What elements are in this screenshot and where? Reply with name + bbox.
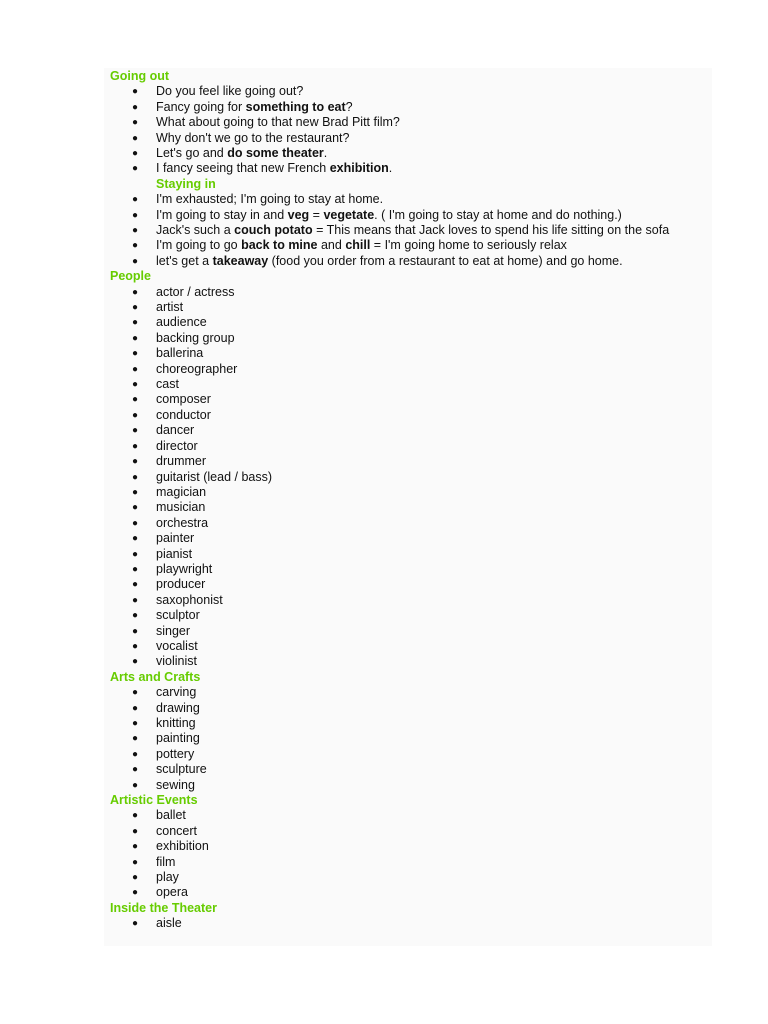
list-item — [110, 654, 710, 669]
list-item — [110, 778, 710, 793]
list-item — [110, 408, 710, 423]
item-text: aisle — [156, 916, 182, 931]
list-item — [110, 161, 710, 176]
bullet-icon: ● — [132, 225, 139, 237]
item-text: I'm exhausted; I'm going to stay at home. — [156, 192, 384, 207]
item-text: composer — [156, 392, 211, 407]
list-item — [110, 531, 710, 546]
list-item — [110, 454, 710, 469]
item-text: drummer — [156, 454, 207, 469]
bullet-icon: ● — [132, 687, 139, 699]
bullet-icon: ● — [132, 887, 139, 899]
bullet-icon: ● — [132, 332, 139, 344]
bullet-icon: ● — [132, 101, 139, 113]
bold-term: chill — [345, 238, 371, 253]
bullet-icon: ● — [132, 872, 139, 884]
item-text: sculptor — [156, 608, 200, 623]
bold-term: back to mine — [241, 238, 318, 253]
bullet-icon: ● — [132, 533, 139, 545]
list-item — [110, 839, 710, 854]
list-item — [110, 639, 710, 654]
item-text: knitting — [156, 716, 196, 730]
section-heading-arts-and-crafts: Arts and Crafts — [110, 669, 201, 684]
section-heading-people: People — [110, 269, 151, 284]
item-text: Fancy going for — [156, 99, 246, 114]
item-text: painter — [156, 531, 195, 546]
item-text: conductor — [156, 407, 211, 422]
bold-term: something to eat — [245, 99, 346, 114]
bullet-icon: ● — [132, 779, 139, 791]
bullet-icon: ● — [132, 379, 139, 391]
item-text: carving — [156, 685, 197, 700]
bullet-icon: ● — [132, 856, 139, 868]
item-text: = I'm going home to seriously relax — [370, 238, 567, 253]
list-item — [110, 115, 710, 130]
item-text: guitarist (lead / bass) — [156, 469, 273, 484]
list-item — [110, 701, 710, 716]
bullet-icon: ● — [132, 302, 139, 314]
item-text: What about going to that new Brad Pitt film? — [156, 115, 400, 130]
item-text: actor / actress — [156, 284, 235, 299]
item-text: violinist — [156, 654, 197, 669]
bullet-icon: ● — [132, 625, 139, 637]
bold-term: veg — [287, 207, 310, 222]
bullet-icon: ● — [132, 502, 139, 514]
bullet-icon: ● — [132, 656, 139, 668]
bold-term: takeaway — [212, 253, 269, 268]
item-text: play — [156, 870, 179, 885]
item-text: (food you order from a restaurant to eat at home) and go home. — [268, 253, 623, 268]
bullet-icon: ● — [132, 810, 139, 822]
bullet-icon: ● — [132, 718, 139, 729]
list-item — [110, 747, 710, 762]
list-item — [110, 916, 710, 931]
item-text: saxophonist — [156, 592, 223, 607]
item-text: pottery — [156, 746, 195, 761]
document-content — [110, 69, 710, 932]
item-text: dancer — [156, 423, 195, 438]
list-item — [110, 885, 710, 900]
bullet-icon: ● — [132, 425, 139, 437]
bullet-icon: ● — [132, 456, 139, 468]
list-going-out — [110, 84, 710, 176]
item-text: painting — [156, 731, 200, 746]
bullet-icon: ● — [132, 148, 139, 160]
section-heading-inside-the-theater: Inside the Theater — [110, 900, 217, 915]
list-item — [110, 855, 710, 870]
bullet-icon: ● — [132, 132, 139, 144]
list-item — [110, 685, 710, 700]
item-text: . — [323, 146, 328, 161]
item-text: backing group — [156, 330, 235, 345]
list-item — [110, 731, 710, 746]
bold-term: do some theater — [227, 146, 324, 161]
item-text: director — [156, 438, 198, 453]
document-page — [104, 68, 712, 946]
bullet-icon: ● — [132, 117, 139, 129]
list-item — [110, 500, 710, 515]
list-item — [110, 562, 710, 577]
bold-term: exhibition — [329, 161, 389, 176]
list-item — [110, 331, 710, 346]
item-text: ? — [345, 99, 353, 114]
section-heading-staying-in: Staying in — [156, 176, 216, 191]
bullet-icon: ● — [132, 594, 139, 606]
item-text: . ( I'm going to stay at home and do nothing.) — [374, 207, 622, 222]
list-item — [110, 470, 710, 485]
list-item — [110, 84, 710, 99]
item-text: I fancy seeing that new French — [156, 161, 330, 176]
item-text: audience — [156, 315, 207, 330]
list-item — [110, 146, 710, 161]
section-heading-going-out: Going out — [110, 69, 170, 83]
bullet-icon: ● — [132, 194, 139, 206]
bullet-icon: ● — [132, 348, 139, 360]
item-text: = — [309, 207, 324, 222]
list-item — [110, 516, 710, 531]
list-item — [110, 762, 710, 777]
bold-term: vegetate — [323, 207, 375, 222]
item-text: sewing — [156, 777, 195, 792]
bullet-icon: ● — [132, 563, 139, 575]
item-text: I'm going to stay in and — [156, 207, 288, 222]
bullet-icon: ● — [132, 86, 139, 98]
list-inside-the-theater — [110, 916, 710, 931]
bullet-icon: ● — [132, 517, 139, 529]
bullet-icon: ● — [132, 317, 139, 329]
bullet-icon: ● — [132, 255, 139, 267]
list-item — [110, 624, 710, 639]
item-text: singer — [156, 623, 191, 638]
item-text: Do you feel like going out? — [156, 84, 304, 99]
list-item — [110, 300, 710, 315]
bold-term: couch potato — [234, 223, 313, 238]
bullet-icon: ● — [132, 409, 139, 421]
list-item — [110, 608, 710, 623]
item-text: let's get a — [156, 253, 213, 268]
item-text: vocalist — [156, 638, 198, 653]
bullet-icon: ● — [132, 548, 139, 560]
list-arts-and-crafts — [110, 685, 710, 793]
item-text: drawing — [156, 700, 200, 715]
list-people — [110, 285, 710, 670]
list-item — [110, 485, 710, 500]
bullet-icon: ● — [132, 240, 139, 252]
item-text: Jack's such a — [156, 223, 235, 238]
list-item — [110, 285, 710, 300]
item-text: playwright — [156, 561, 213, 576]
list-item — [110, 315, 710, 330]
item-text: choreographer — [156, 361, 238, 376]
list-item — [110, 223, 710, 238]
list-staying-in — [110, 192, 710, 269]
item-text: I'm going to go — [156, 238, 242, 253]
bullet-icon: ● — [132, 579, 139, 591]
item-text: magician — [156, 484, 207, 499]
item-text: sculpture — [156, 762, 207, 777]
list-artistic-events — [110, 808, 710, 900]
list-item — [110, 208, 710, 223]
item-text: ballet — [156, 808, 186, 823]
section-heading-artistic-events: Artistic Events — [110, 793, 198, 808]
list-item — [110, 192, 710, 207]
item-text: ballerina — [156, 346, 204, 361]
list-item — [110, 870, 710, 885]
bullet-icon: ● — [132, 764, 139, 776]
item-text: exhibition — [156, 839, 209, 854]
bullet-icon: ● — [132, 733, 139, 745]
list-item — [110, 423, 710, 438]
bullet-icon: ● — [132, 286, 139, 298]
list-item — [110, 100, 710, 115]
item-text: orchestra — [156, 515, 209, 530]
item-text: and — [317, 238, 346, 253]
list-item — [110, 716, 710, 731]
list-item — [110, 377, 710, 392]
bullet-icon: ● — [132, 486, 139, 498]
item-text: pianist — [156, 546, 193, 561]
list-item — [110, 593, 710, 608]
list-item — [110, 131, 710, 146]
item-text: concert — [156, 823, 197, 838]
bullet-icon: ● — [132, 610, 139, 622]
item-text: artist — [156, 300, 184, 315]
list-item — [110, 824, 710, 839]
list-item — [110, 577, 710, 592]
list-item — [110, 439, 710, 454]
list-item — [110, 547, 710, 562]
bullet-icon: ● — [132, 918, 139, 930]
list-item — [110, 808, 710, 823]
item-text: Why don't we go to the restaurant? — [156, 130, 350, 145]
item-text: producer — [156, 577, 206, 592]
list-item — [110, 238, 710, 253]
item-text: cast — [156, 377, 179, 392]
bullet-icon: ● — [132, 640, 139, 652]
bullet-icon: ● — [132, 363, 139, 375]
bullet-icon: ● — [132, 825, 139, 837]
bullet-icon: ● — [132, 209, 139, 221]
bullet-icon: ● — [132, 748, 139, 760]
item-text: opera — [156, 885, 188, 900]
bullet-icon: ● — [132, 440, 139, 452]
bullet-icon: ● — [132, 702, 139, 714]
bullet-icon: ● — [132, 394, 139, 406]
item-text: = This means that Jack loves to spend his life sitting on the sofa — [312, 223, 670, 238]
bullet-icon: ● — [132, 841, 139, 853]
bullet-icon: ● — [132, 471, 139, 483]
bullet-icon: ● — [132, 163, 139, 175]
list-item — [110, 254, 710, 269]
list-item — [110, 346, 710, 361]
item-text: Let's go and — [156, 146, 228, 161]
item-text: musician — [156, 500, 206, 515]
list-item — [110, 392, 710, 407]
list-item — [110, 362, 710, 377]
item-text: . — [388, 161, 393, 176]
item-text: film — [156, 854, 176, 869]
